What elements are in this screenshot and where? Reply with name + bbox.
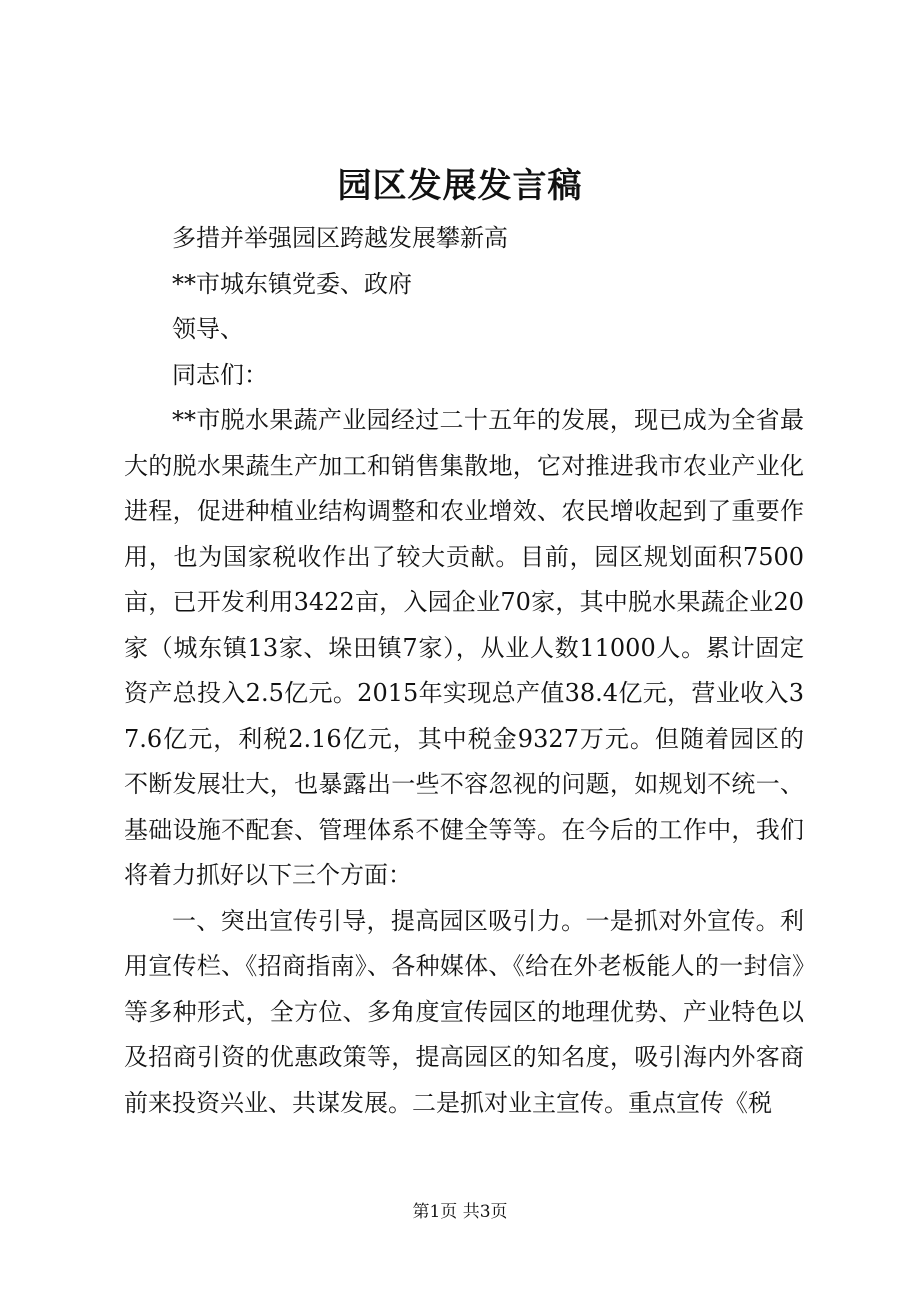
document-title: 园区发展发言稿 xyxy=(337,166,583,206)
body-paragraph-section-one: 一、突出宣传引导，提高园区吸引力。一是抓对外宣传。利用宣传栏、《招商指南》、各种媒体、《给在外老板能人的一封信》等多种形式，全方位、多角度宣传园区的地理优势、产业特色以及招商引资的优惠政策等，提高园区的知名度，吸引海内外客商前来投资兴业、共谋发展。二是抓对业主宣传。重点宣传《税 xyxy=(124,906,804,1117)
salutation-leaders: 领导、 xyxy=(172,315,244,343)
document-body xyxy=(124,216,804,1126)
body-paragraph-overview: **市脱水果蔬产业园经过二十五年的发展，现已成为全省最大的脱水果蔬生产加工和销售集散地，它对推进我市农业产业化进程，促进种植业结构调整和农业增效、农民增收起到了重要作用，也为国家税收作出了较大贡献。目前，园区规划面积7500亩，已开发利用3422亩，入园企业70家，其中脱水果蔬企业20家（城东镇13家、垛田镇7家），从业人数11000人。累计固定资产总投入2.5亿元。2015年实现总产值38.4亿元，营业收入37.6亿元，利税2.16亿元，其中税金9327万元。但随着园区的不断发展壮大，也暴露出一些不容忽视的问题，如规划不统一、基础设施不配套、管理体系不健全等等。在今后的工作中，我们将着力抓好以下三个方面： xyxy=(124,406,804,889)
subtitle-paragraph: 多措并举强园区跨越发展攀新高 xyxy=(172,224,508,252)
page-footer: 第1页 共3页 xyxy=(412,1202,508,1222)
salutation-comrades: 同志们： xyxy=(172,360,268,389)
organization-paragraph: **市城东镇党委、政府 xyxy=(172,269,412,298)
